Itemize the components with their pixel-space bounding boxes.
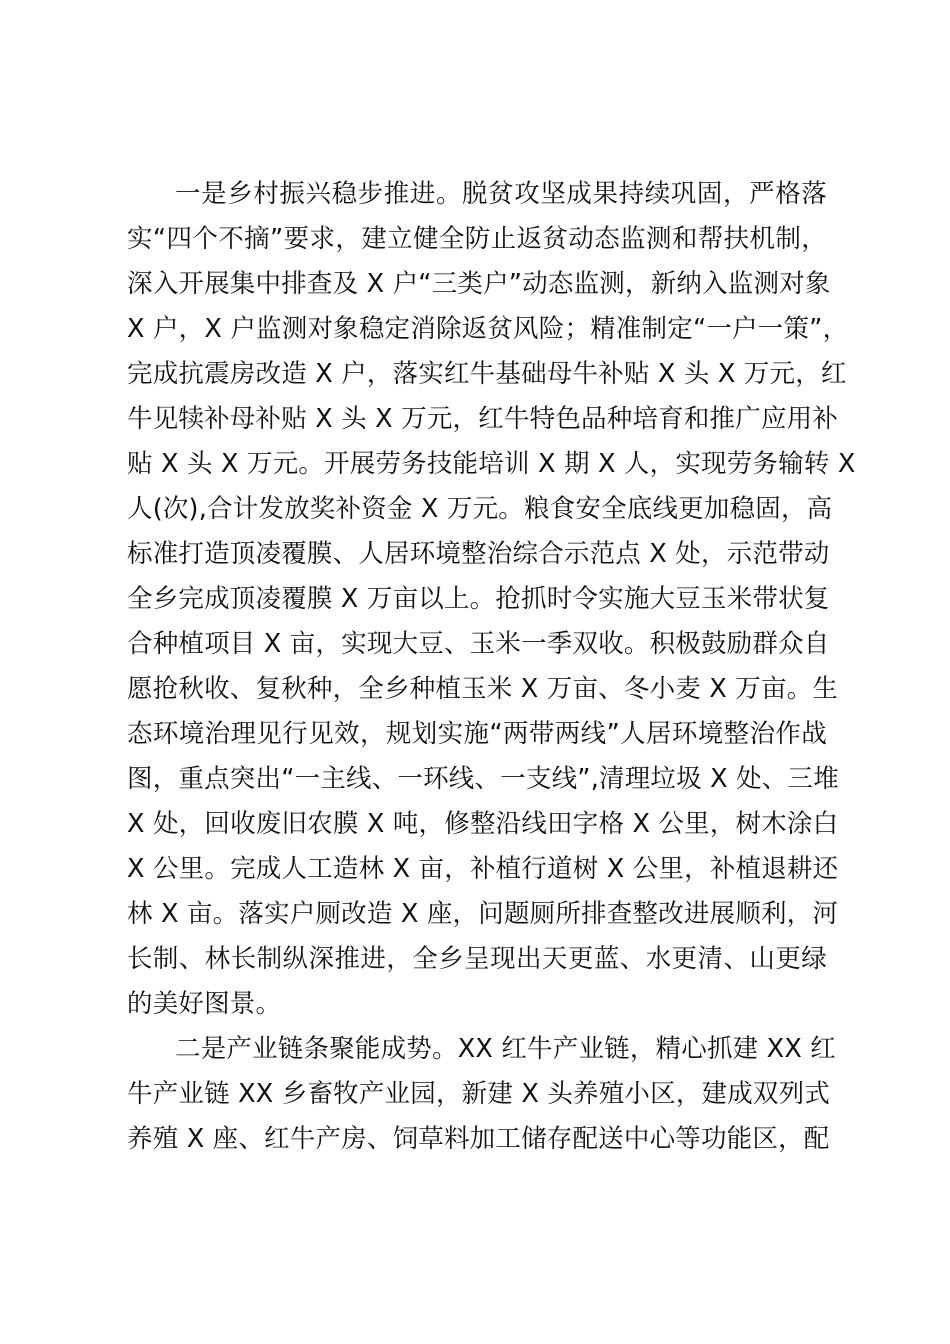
- text-line: 牛产业链 XX 乡畜牧产业园，新建 X 头养殖小区，建成双列式: [127, 1079, 831, 1109]
- text-line: 林 X 亩。落实户厕改造 X 座，问题厕所排查整改进展顺利，河: [127, 899, 839, 929]
- text-line: 二是产业链条聚能成势。XX 红牛产业链，精心抓建 XX 红: [175, 1034, 836, 1064]
- text-line: X 户，X 户监测对象稳定消除返贫风险；精准制定“一户一策”，: [127, 314, 849, 344]
- text-line: X 处，回收废旧农膜 X 吨，修整沿线田字格 X 公里，树木涂白: [127, 809, 839, 839]
- text-line: 实“四个不摘”要求，建立健全防止返贫动态监测和帮扶机制，: [127, 224, 827, 254]
- text-line: 一是乡村振兴稳步推进。脱贫攻坚成果持续巩固，严格落: [175, 179, 827, 209]
- text-line: 完成抗震房改造 X 户，落实红牛基础母牛补贴 X 头 X 万元，红: [127, 359, 847, 389]
- text-line: 全乡完成顶凌覆膜 X 万亩以上。抢抓时令实施大豆玉米带状复: [127, 584, 830, 614]
- text-line: 愿抢秋收、复秋种，全乡种植玉米 X 万亩、冬小麦 X 万亩。生: [127, 674, 839, 704]
- text-line: X 公里。完成人工造林 X 亩，补植行道树 X 公里，补植退耕还: [127, 854, 839, 884]
- text-line: 合种植项目 X 亩，实现大豆、玉米一季双收。积极鼓励群众自: [127, 629, 830, 659]
- text-line: 牛见犊补母补贴 X 头 X 万元，红牛特色品种培育和推广应用补: [127, 404, 839, 434]
- text-line: 的美好图景。: [127, 989, 282, 1019]
- text-line: 标准打造顶凌覆膜、人居环境整治综合示范点 X 处，示范带动: [127, 539, 830, 569]
- text-line: 贴 X 头 X 万元。开展劳务技能培训 X 期 X 人，实现劳务输转 X: [127, 449, 856, 479]
- text-line: 图，重点突出“一主线、一环线、一支线”,清理垃圾 X 处、三堆: [127, 764, 839, 794]
- text-line: 态环境治理见行见效，规划实施“两带两线”人居环境整治作战: [127, 719, 827, 749]
- text-line: 长制、林长制纵深推进，全乡呈现出天更蓝、水更清、山更绿: [127, 944, 827, 974]
- text-line: 养殖 X 座、红牛产房、饲草料加工储存配送中心等功能区，配: [127, 1124, 830, 1154]
- text-line: 人(次),合计发放奖补资金 X 万元。粮食安全底线更加稳固，高: [127, 494, 833, 524]
- text-line: 深入开展集中排查及 X 户“三类户”动态监测，新纳入监测对象: [127, 269, 831, 299]
